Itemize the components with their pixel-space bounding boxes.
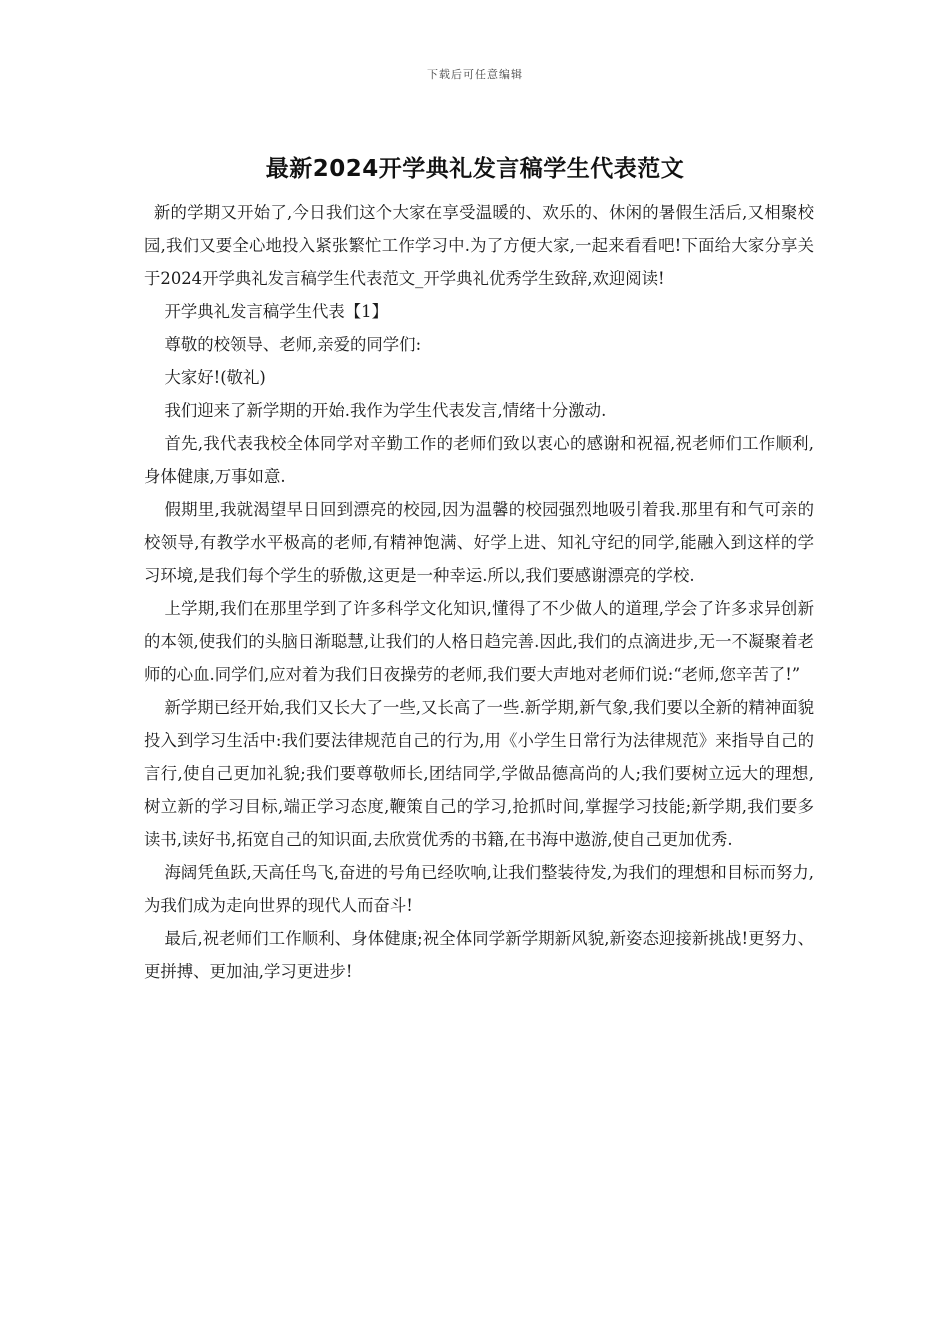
paragraph: 海阔凭鱼跃,天高任鸟飞,奋进的号角已经吹响,让我们整装待发,为我们的理想和目标而努力,为我们成为走向世界的现代人而奋斗! [144,863,814,915]
paragraph: 上学期,我们在那里学到了许多科学文化知识,懂得了不少做人的道理,学会了许多求异创新的本领,使我们的头脑日渐聪慧,让我们的人格日趋完善.因此,我们的点滴进步,无一不凝聚着老师的心血.同学们,应对着为我们日夜操劳的老师,我们要大声地对老师们说:“老师,您辛苦了!” [144,599,814,684]
document-title: 最新2024开学典礼发言稿学生代表范文 [265,156,685,182]
paragraph: 新学期已经开始,我们又长大了一些,又长高了一些.新学期,新气象,我们要以全新的精神面貌投入到学习生活中:我们要法律规范自己的行为,用《小学生日常行为法律规范》来指导自己的言行,使自己更加礼貌;我们要尊敬师长,团结同学,学做品德高尚的人;我们要树立远大的理想,树立新的学习目标,端正学习态度,鞭策自己的学习,抢抓时间,掌握学习技能;新学期,我们要多读书,读好书,拓宽自己的知识面,去欣赏优秀的书籍,在书海中遨游,使自己更加优秀. [144,698,814,849]
document-body [144,196,814,988]
paragraph-intro: 新的学期又开始了,今日我们这个大家在享受温暖的、欢乐的、休闲的暑假生活后,又相聚校园,我们又要全心地投入紧张繁忙工作学习中.为了方便大家,一起来看看吧!下面给大家分享关于2024开学典礼发言稿学生代表范文_开学典礼优秀学生致辞,欢迎阅读! [144,203,814,288]
header-note: 下载后可任意编辑 [427,68,523,81]
paragraph: 我们迎来了新学期的开始.我作为学生代表发言,情绪十分激动. [164,401,607,420]
paragraph-section-heading: 开学典礼发言稿学生代表【1】 [164,302,389,321]
paragraph-greeting: 大家好!(敬礼) [164,368,266,387]
paragraph: 首先,我代表我校全体同学对辛勤工作的老师们致以衷心的感谢和祝福,祝老师们工作顺利,身体健康,万事如意. [144,434,814,486]
paragraph-closing: 最后,祝老师们工作顺利、身体健康;祝全体同学新学期新风貌,新姿态迎接新挑战!更努力、更拼搏、更加油,学习更进步! [144,929,814,981]
paragraph-salutation: 尊敬的校领导、老师,亲爱的同学们: [164,335,422,354]
paragraph: 假期里,我就渴望早日回到漂亮的校园,因为温馨的校园强烈地吸引着我.那里有和气可亲的校领导,有教学水平极高的老师,有精神饱满、好学上进、知礼守纪的同学,能融入到这样的学习环境,是我们每个学生的骄傲,这更是一种幸运.所以,我们要感谢漂亮的学校. [144,500,814,585]
